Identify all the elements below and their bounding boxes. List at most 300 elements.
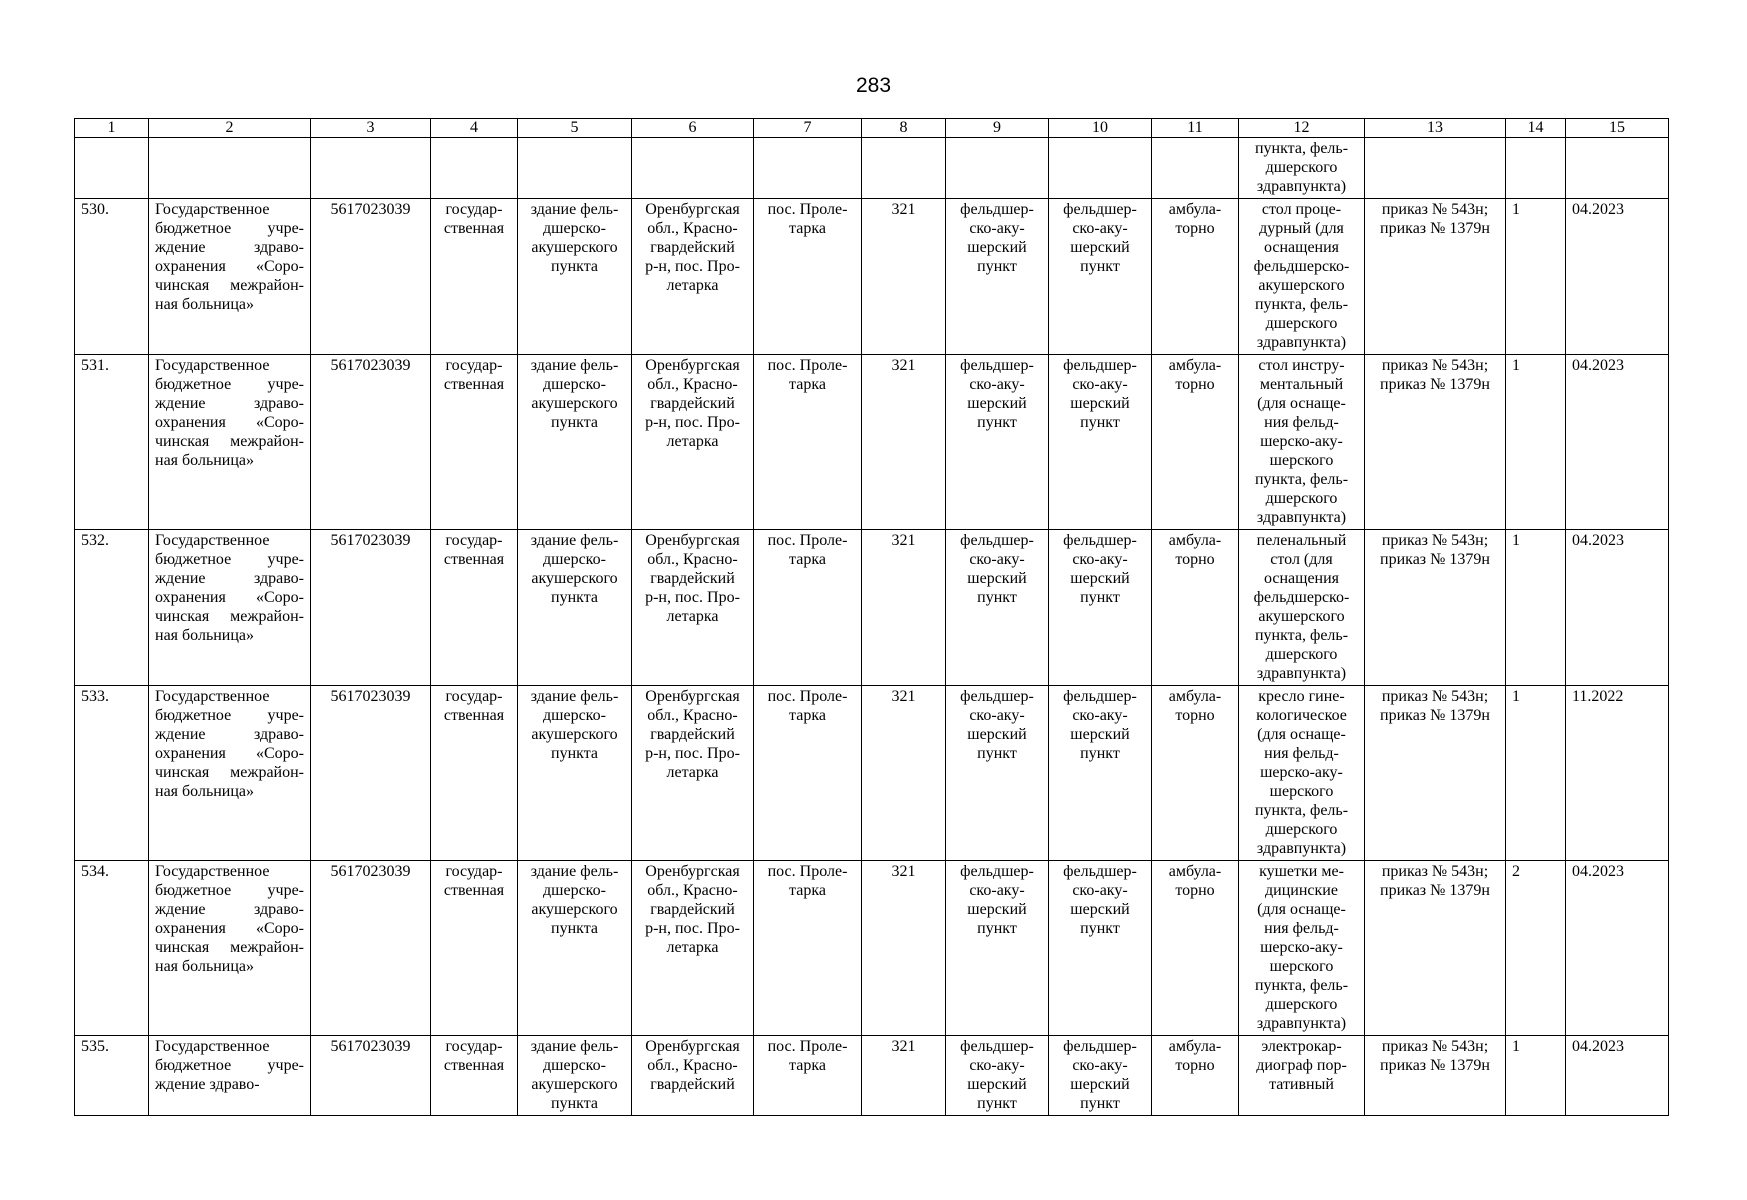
cell-equipment-continuation	[1239, 138, 1365, 199]
cell-line: пос. Проле-	[767, 863, 848, 880]
column-header: 9	[946, 119, 1049, 138]
cell-condition	[1152, 530, 1239, 686]
cell-line: торно	[1175, 220, 1215, 237]
cell-ownership	[431, 355, 518, 530]
cell-line: шерский	[1070, 239, 1130, 256]
cell-order	[1365, 686, 1506, 861]
cell-line: ждение здраво-	[155, 1076, 260, 1093]
cell-line: пункт	[977, 920, 1017, 937]
cell-line: амбула-	[1168, 688, 1222, 705]
cell-line: тарка	[789, 551, 826, 568]
cell-line: шерского	[1269, 958, 1334, 975]
continuation-row	[75, 138, 1669, 199]
cell-line: чинская межрайон-	[155, 608, 304, 625]
cell-line: гвардейский	[650, 1076, 735, 1093]
cell-line: фельдшер-	[960, 688, 1034, 705]
cell-organization	[149, 199, 311, 355]
cell-line: дшерско-	[543, 220, 606, 237]
cell-line: пункт	[1080, 589, 1120, 606]
cell-line: дурный (для	[1259, 220, 1344, 237]
cell-row-number: 533.	[75, 686, 149, 861]
cell-line: гвардейский	[650, 901, 735, 918]
cell-unit	[1049, 861, 1152, 1036]
cell-condition	[1152, 686, 1239, 861]
cell-building	[518, 686, 632, 861]
cell-line: р-н, пос. Про-	[645, 745, 740, 762]
cell-line: бюджетное учре-	[155, 220, 304, 237]
cell-line: фельдшер-	[1063, 688, 1137, 705]
cell-empty	[754, 138, 862, 199]
cell-line: фельдшер-	[1063, 863, 1137, 880]
cell-line: дшерского	[1265, 315, 1338, 332]
cell-line: Оренбургская	[645, 688, 740, 705]
column-header: 11	[1152, 119, 1239, 138]
cell-line: шерско-аку-	[1260, 433, 1343, 450]
cell-empty	[1152, 138, 1239, 199]
cell-date: 11.2022	[1566, 686, 1669, 861]
cell-ownership	[431, 199, 518, 355]
cell-line: приказ № 1379н	[1380, 707, 1490, 724]
cell-line: фельдшер-	[1063, 357, 1137, 374]
cell-line: фельдшер-	[1063, 201, 1137, 218]
cell-line: охранения «Соро-	[155, 920, 304, 937]
cell-date: 04.2023	[1566, 199, 1669, 355]
cell-line: шерский	[967, 1076, 1027, 1093]
cell-quantity: 1	[1506, 355, 1566, 530]
cell-line: Оренбургская	[645, 1038, 740, 1055]
cell-ownership	[431, 530, 518, 686]
cell-line: шерско-аку-	[1260, 764, 1343, 781]
cell-address	[632, 1036, 754, 1116]
cell-line: фельдшер-	[1063, 532, 1137, 549]
cell-line: ная больница»	[155, 296, 255, 313]
cell-line: (для оснаще-	[1257, 901, 1346, 918]
cell-line: пункта, фель-	[1254, 977, 1349, 994]
cell-line: Оренбургская	[645, 357, 740, 374]
cell-line: государ-	[445, 863, 503, 880]
cell-equipment	[1239, 861, 1365, 1036]
cell-address	[632, 686, 754, 861]
cell-line: гвардейский	[650, 395, 735, 412]
cell-line: чинская межрайон-	[155, 277, 304, 294]
cell-address	[632, 530, 754, 686]
cell-line: торно	[1175, 1057, 1215, 1074]
cell-unit	[1049, 355, 1152, 530]
cell-line: шерский	[967, 901, 1027, 918]
cell-subdivision	[946, 355, 1049, 530]
table-row	[75, 1036, 1669, 1116]
cell-line: дицинские	[1265, 882, 1338, 899]
cell-line: ско-аку-	[1072, 220, 1128, 237]
cell-empty	[946, 138, 1049, 199]
cell-organization	[149, 861, 311, 1036]
cell-locality	[754, 199, 862, 355]
cell-line: шерского	[1269, 452, 1334, 469]
cell-line: ная больница»	[155, 783, 255, 800]
cell-line: тарка	[789, 220, 826, 237]
cell-line: Государственное	[155, 688, 270, 705]
cell-line: ждение здраво-	[155, 570, 304, 587]
equipment-register-table	[74, 118, 1669, 1116]
cell-line: приказ № 543н;	[1381, 201, 1489, 218]
cell-line: государ-	[445, 688, 503, 705]
cell-line: фельдшер-	[1063, 1038, 1137, 1055]
cell-line: ния фельд-	[1264, 745, 1339, 762]
cell-line: торно	[1175, 882, 1215, 899]
cell-line: обл., Красно-	[647, 376, 738, 393]
cell-line: пос. Проле-	[767, 201, 848, 218]
cell-line: дшерского	[1265, 490, 1338, 507]
cell-line: пункта	[551, 589, 598, 606]
cell-line: ственная	[443, 376, 505, 393]
cell-address	[632, 199, 754, 355]
cell-line: летарка	[666, 608, 719, 625]
cell-condition	[1152, 1036, 1239, 1116]
cell-line: обл., Красно-	[647, 220, 738, 237]
cell-line: тативный	[1269, 1076, 1334, 1093]
cell-line: приказ № 543н;	[1381, 1038, 1489, 1055]
cell-line: кологическое	[1256, 707, 1347, 724]
cell-equipment	[1239, 686, 1365, 861]
cell-line: здание фель-	[530, 688, 619, 705]
cell-line: бюджетное учре-	[155, 376, 304, 393]
cell-line: (для оснаще-	[1257, 395, 1346, 412]
cell-subdivision	[946, 1036, 1049, 1116]
cell-line: Оренбургская	[645, 863, 740, 880]
cell-line: ско-аку-	[1072, 1057, 1128, 1074]
cell-date: 04.2023	[1566, 861, 1669, 1036]
cell-date: 04.2023	[1566, 530, 1669, 686]
cell-line: стол (для	[1270, 551, 1333, 568]
cell-subdivision	[946, 530, 1049, 686]
cell-line: амбула-	[1168, 357, 1222, 374]
cell-row-number: 530.	[75, 199, 149, 355]
cell-empty	[632, 138, 754, 199]
cell-line: ско-аку-	[969, 376, 1025, 393]
cell-row-number: 535.	[75, 1036, 149, 1116]
cell-line: акушерского	[531, 395, 618, 412]
column-header: 13	[1365, 119, 1506, 138]
cell-line: р-н, пос. Про-	[645, 589, 740, 606]
cell-line: пункт	[977, 745, 1017, 762]
cell-line: шерский	[967, 570, 1027, 587]
column-header: 10	[1049, 119, 1152, 138]
cell-address	[632, 355, 754, 530]
cell-building	[518, 355, 632, 530]
cell-inn: 5617023039	[311, 861, 431, 1036]
cell-line: пос. Проле-	[767, 532, 848, 549]
cell-line: Государственное	[155, 532, 270, 549]
cell-line: шерский	[967, 726, 1027, 743]
cell-code: 321	[862, 861, 946, 1036]
cell-subdivision	[946, 199, 1049, 355]
cell-line: Государственное	[155, 1038, 270, 1055]
cell-quantity: 1	[1506, 530, 1566, 686]
cell-line: здравпункта)	[1256, 334, 1347, 351]
cell-order	[1365, 861, 1506, 1036]
cell-code: 321	[862, 355, 946, 530]
cell-line: дшерского	[1265, 996, 1338, 1013]
cell-organization	[149, 355, 311, 530]
column-header: 5	[518, 119, 632, 138]
cell-line: стол инстру-	[1258, 357, 1345, 374]
cell-line: шерско-аку-	[1260, 939, 1343, 956]
cell-row-number: 531.	[75, 355, 149, 530]
table-row	[75, 861, 1669, 1036]
cell-line: дшерского	[1265, 159, 1338, 176]
cell-empty	[1506, 138, 1566, 199]
cell-line: Оренбургская	[645, 201, 740, 218]
cell-equipment	[1239, 1036, 1365, 1116]
column-header: 6	[632, 119, 754, 138]
cell-line: ная больница»	[155, 627, 255, 644]
cell-line: ная больница»	[155, 452, 255, 469]
cell-line: тарка	[789, 1057, 826, 1074]
cell-empty	[311, 138, 431, 199]
cell-line: р-н, пос. Про-	[645, 920, 740, 937]
cell-line: обл., Красно-	[647, 882, 738, 899]
cell-organization	[149, 1036, 311, 1116]
cell-building	[518, 530, 632, 686]
cell-condition	[1152, 199, 1239, 355]
cell-line: государ-	[445, 532, 503, 549]
cell-empty	[431, 138, 518, 199]
cell-inn: 5617023039	[311, 686, 431, 861]
cell-line: дшерско-	[543, 551, 606, 568]
cell-line: приказ № 1379н	[1380, 220, 1490, 237]
cell-line: стол проце-	[1261, 201, 1342, 218]
cell-line: государ-	[445, 1038, 503, 1055]
cell-line: бюджетное учре-	[155, 882, 304, 899]
page-number: 283	[855, 74, 892, 97]
cell-line: пос. Проле-	[767, 1038, 848, 1055]
cell-line: ско-аку-	[1072, 376, 1128, 393]
cell-line: приказ № 1379н	[1380, 882, 1490, 899]
cell-line: ментальный	[1259, 376, 1344, 393]
cell-line: торно	[1175, 551, 1215, 568]
cell-row-number: 534.	[75, 861, 149, 1036]
cell-line: Оренбургская	[645, 532, 740, 549]
table-row	[75, 199, 1669, 355]
cell-empty	[1365, 138, 1506, 199]
cell-line: шерский	[1070, 726, 1130, 743]
cell-equipment	[1239, 355, 1365, 530]
cell-line: шерский	[1070, 1076, 1130, 1093]
cell-line: дшерского	[1265, 646, 1338, 663]
cell-line: шерский	[967, 239, 1027, 256]
cell-line: тарка	[789, 376, 826, 393]
cell-line: р-н, пос. Про-	[645, 414, 740, 431]
cell-line: диограф пор-	[1256, 1057, 1347, 1074]
cell-quantity: 1	[1506, 686, 1566, 861]
cell-line: приказ № 543н;	[1381, 357, 1489, 374]
header-row	[75, 119, 1669, 138]
column-header: 4	[431, 119, 518, 138]
cell-line: ждение здраво-	[155, 901, 304, 918]
cell-line: чинская межрайон-	[155, 764, 304, 781]
cell-line: фельдшер-	[960, 1038, 1034, 1055]
cell-line: пункт	[977, 1095, 1017, 1112]
cell-empty	[862, 138, 946, 199]
cell-line: ния фельд-	[1264, 414, 1339, 431]
cell-line: амбула-	[1168, 863, 1222, 880]
cell-date: 04.2023	[1566, 1036, 1669, 1116]
cell-locality	[754, 1036, 862, 1116]
cell-line: ния фельд-	[1264, 920, 1339, 937]
column-header: 3	[311, 119, 431, 138]
cell-line: акушерского	[531, 901, 618, 918]
cell-line: пункт	[1080, 258, 1120, 275]
cell-line: ственная	[443, 707, 505, 724]
cell-line: здание фель-	[530, 863, 619, 880]
column-header: 14	[1506, 119, 1566, 138]
cell-line: кушетки ме-	[1259, 863, 1344, 880]
cell-line: охранения «Соро-	[155, 258, 304, 275]
cell-subdivision	[946, 686, 1049, 861]
cell-line: здравпункта)	[1256, 665, 1347, 682]
cell-line: приказ № 543н;	[1381, 532, 1489, 549]
table-row	[75, 686, 1669, 861]
cell-line: гвардейский	[650, 570, 735, 587]
cell-line: бюджетное учре-	[155, 551, 304, 568]
column-header: 8	[862, 119, 946, 138]
cell-line: пункт	[1080, 920, 1120, 937]
cell-line: торно	[1175, 707, 1215, 724]
cell-line: шерского	[1269, 783, 1334, 800]
cell-line: приказ № 1379н	[1380, 551, 1490, 568]
cell-ownership	[431, 686, 518, 861]
cell-condition	[1152, 355, 1239, 530]
cell-equipment	[1239, 199, 1365, 355]
cell-line: пункта	[551, 745, 598, 762]
cell-line: дшерского	[1265, 821, 1338, 838]
cell-locality	[754, 530, 862, 686]
cell-line: ско-аку-	[969, 551, 1025, 568]
cell-line: обл., Красно-	[647, 551, 738, 568]
cell-line: шерский	[1070, 395, 1130, 412]
cell-inn: 5617023039	[311, 199, 431, 355]
cell-line: Государственное	[155, 863, 270, 880]
cell-line: фельдшерско-	[1253, 258, 1350, 275]
cell-line: оснащения	[1263, 239, 1340, 256]
cell-line: гвардейский	[650, 726, 735, 743]
cell-line: тарка	[789, 707, 826, 724]
cell-quantity: 1	[1506, 1036, 1566, 1116]
cell-line: фельдшер-	[960, 201, 1034, 218]
cell-line: летарка	[666, 277, 719, 294]
cell-line: летарка	[666, 764, 719, 781]
cell-line: здание фель-	[530, 357, 619, 374]
cell-line: пос. Проле-	[767, 357, 848, 374]
cell-line: ственная	[443, 220, 505, 237]
cell-line: пункт	[1080, 414, 1120, 431]
cell-line: пункта	[551, 414, 598, 431]
cell-unit	[1049, 686, 1152, 861]
cell-line: пункт	[977, 414, 1017, 431]
cell-line: (для оснаще-	[1257, 726, 1346, 743]
cell-line: фельдшерско-	[1253, 589, 1350, 606]
cell-building	[518, 199, 632, 355]
cell-line: акушерского	[1258, 608, 1345, 625]
cell-line: ственная	[443, 1057, 505, 1074]
cell-locality	[754, 686, 862, 861]
cell-line: ждение здраво-	[155, 726, 304, 743]
cell-line: амбула-	[1168, 201, 1222, 218]
cell-line: гвардейский	[650, 239, 735, 256]
cell-order	[1365, 530, 1506, 686]
cell-line: здравпункта)	[1256, 840, 1347, 857]
cell-line: пункт	[977, 258, 1017, 275]
cell-line: летарка	[666, 939, 719, 956]
cell-line: ско-аку-	[969, 707, 1025, 724]
cell-line: тарка	[789, 882, 826, 899]
column-header: 12	[1239, 119, 1365, 138]
cell-row-number: 532.	[75, 530, 149, 686]
cell-empty	[1566, 138, 1669, 199]
cell-order	[1365, 355, 1506, 530]
cell-line: акушерского	[531, 570, 618, 587]
cell-line: обл., Красно-	[647, 707, 738, 724]
cell-inn: 5617023039	[311, 355, 431, 530]
cell-line: здравпункта)	[1256, 178, 1347, 195]
cell-line: ско-аку-	[969, 220, 1025, 237]
cell-line: здравпункта)	[1256, 509, 1347, 526]
cell-line: ско-аку-	[969, 882, 1025, 899]
cell-line: акушерского	[531, 239, 618, 256]
column-header: 7	[754, 119, 862, 138]
cell-line: дшерско-	[543, 1057, 606, 1074]
cell-line: приказ № 1379н	[1380, 1057, 1490, 1074]
cell-line: шерский	[967, 395, 1027, 412]
cell-line: Государственное	[155, 357, 270, 374]
cell-organization	[149, 686, 311, 861]
cell-organization	[149, 530, 311, 686]
cell-line: чинская межрайон-	[155, 433, 304, 450]
cell-line: чинская межрайон-	[155, 939, 304, 956]
cell-quantity: 1	[1506, 199, 1566, 355]
cell-line: пункта, фель-	[1254, 296, 1349, 313]
cell-line: здравпункта)	[1256, 1015, 1347, 1032]
cell-line: шерский	[1070, 901, 1130, 918]
cell-unit	[1049, 1036, 1152, 1116]
column-header: 1	[75, 119, 149, 138]
cell-building	[518, 861, 632, 1036]
cell-quantity: 2	[1506, 861, 1566, 1036]
cell-line: ждение здраво-	[155, 395, 304, 412]
cell-line: здание фель-	[530, 201, 619, 218]
cell-order	[1365, 199, 1506, 355]
cell-line: ственная	[443, 551, 505, 568]
cell-line: пункта, фель-	[1254, 627, 1349, 644]
cell-line: ско-аку-	[1072, 551, 1128, 568]
cell-line: ско-аку-	[1072, 707, 1128, 724]
cell-line: акушерского	[531, 1076, 618, 1093]
cell-line: пеленальный	[1256, 532, 1347, 549]
cell-code: 321	[862, 530, 946, 686]
cell-line: акушерского	[531, 726, 618, 743]
cell-line: охранения «Соро-	[155, 589, 304, 606]
cell-subdivision	[946, 861, 1049, 1036]
cell-line: приказ № 543н;	[1381, 688, 1489, 705]
cell-line: бюджетное учре-	[155, 1057, 304, 1074]
cell-line: приказ № 543н;	[1381, 863, 1489, 880]
cell-line: пункта	[551, 920, 598, 937]
cell-line: пункт	[1080, 745, 1120, 762]
cell-line: оснащения	[1263, 570, 1340, 587]
cell-unit	[1049, 199, 1152, 355]
cell-ownership	[431, 1036, 518, 1116]
cell-line: пункта, фель-	[1254, 471, 1349, 488]
